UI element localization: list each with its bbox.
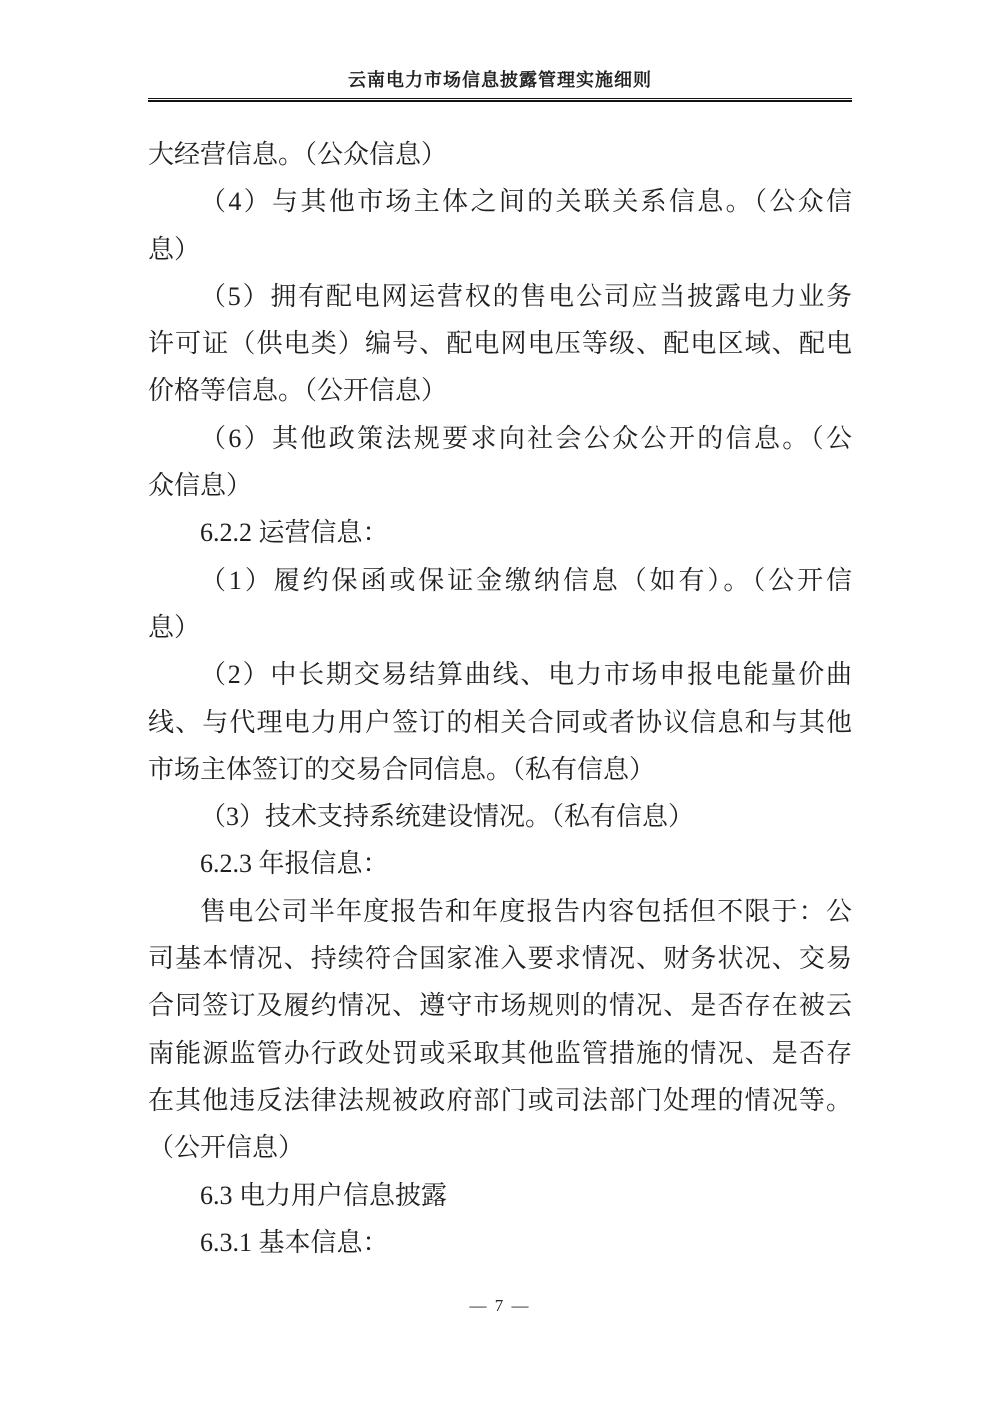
section-heading: 6.3.1 基本信息： — [200, 1227, 389, 1257]
text-line: （1）履约保函或保证金缴纳信息（如有）。（公开信 — [200, 565, 852, 595]
text-line: （3）技术支持系统建设情况。（私有信息） — [200, 802, 695, 832]
page-number: — 7 — — [469, 1296, 531, 1315]
text-line: 南能源监管办行政处罚或采取其他监管措施的情况、是否存 — [148, 1038, 852, 1068]
text-line: 司基本情况、持续符合国家准入要求情况、财务状况、交易 — [148, 944, 852, 974]
document-body — [148, 131, 852, 1266]
text-line: 市场主体签订的交易合同信息。（私有信息） — [148, 754, 656, 784]
section-heading: 6.3 电力用户信息披露 — [200, 1180, 448, 1210]
text-line: （2）中长期交易结算曲线、电力市场申报电能量价曲 — [200, 660, 852, 690]
text-line: 许可证（供电类）编号、配电网电压等级、配电区域、配电 — [148, 329, 852, 359]
section-heading: 6.2.2 运营信息： — [200, 518, 389, 548]
text-line: 息） — [148, 612, 201, 642]
text-line: 息） — [148, 234, 201, 264]
text-line: 合同签订及履约情况、遵守市场规则的情况、是否存在被云 — [148, 991, 852, 1021]
section-heading: 6.2.3 年报信息： — [200, 849, 389, 879]
text-line: （4）与其他市场主体之间的关联关系信息。（公众信 — [200, 187, 852, 217]
text-line: 在其他违反法律法规被政府部门或司法部门处理的情况等。 — [148, 1085, 852, 1115]
text-line: （6）其他政策法规要求向社会公众公开的信息。（公 — [200, 423, 852, 453]
text-line: （5）拥有配电网运营权的售电公司应当披露电力业务 — [200, 281, 852, 311]
header-rule-thick-line — [148, 100, 852, 102]
text-line: （公开信息） — [148, 1133, 305, 1163]
text-line: 线、与代理电力用户签订的相关合同或者协议信息和与其他 — [148, 707, 852, 737]
text-line: 众信息） — [148, 471, 253, 501]
page-header — [148, 0, 852, 102]
header-rule — [148, 98, 852, 102]
text-line: 售电公司半年度报告和年度报告内容包括但不限于：公 — [200, 896, 852, 926]
page-footer — [0, 1296, 1000, 1316]
text-line: 大经营信息。（公众信息） — [148, 140, 448, 169]
header-title: 云南电力市场信息披露管理实施细则 — [348, 70, 652, 90]
text-line: 价格等信息。（公开信息） — [148, 376, 448, 406]
